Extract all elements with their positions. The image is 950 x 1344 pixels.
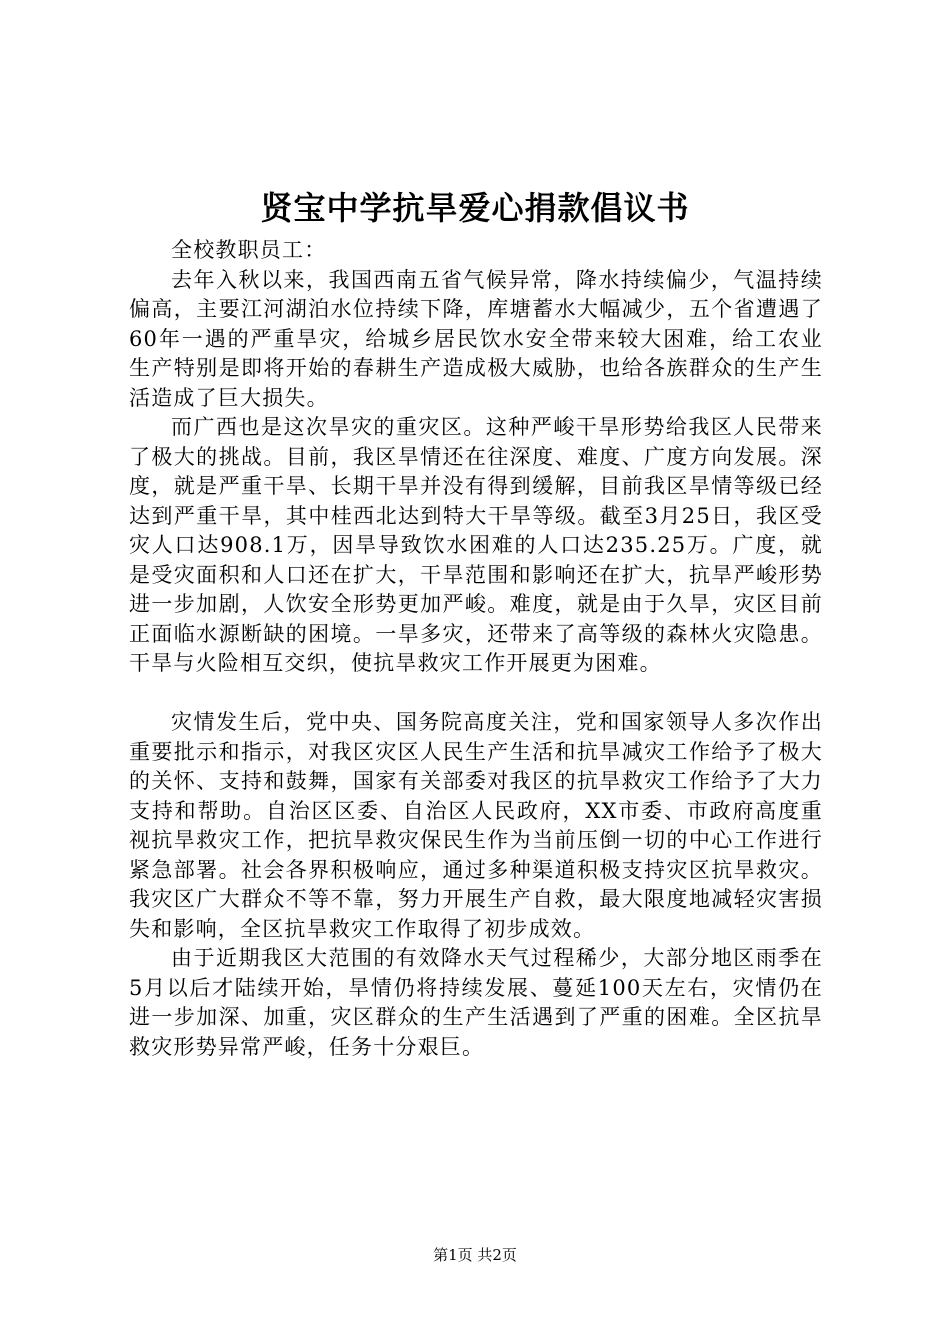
paragraph-3: 灾情发生后，党中央、国务院高度关注，党和国家领导人多次作出重要批示和指示，对我区灾区人民生产生活和抗旱减灾工作给予了极大的关怀、支持和鼓舞，国家有关部委对我区的抗旱救灾工作给予了大力支持和帮助。自治区区委、自治区人民政府，XX市委、市政府高度重视抗旱救灾工作，把抗旱救灾保民生作为当前压倒一切的中心工作进行紧急部署。社会各界积极响应，通过多种渠道积极支持灾区抗旱救灾。我灾区广大群众不等不靠，努力开展生产自救，最大限度地减轻灾害损失和影响，全区抗旱救灾工作取得了初步成效。 bbox=[129, 710, 823, 941]
paragraph-4: 由于近期我区大范围的有效降水天气过程稀少，大部分地区雨季在5月以后才陆续开始，旱情仍将持续发展、蔓延100天左右，灾情仍在进一步加深、加重，灾区群众的生产生活遇到了严重的困难。全区抗旱救灾形势异常严峻，任务十分艰巨。 bbox=[129, 946, 823, 1059]
document-title: 贤宝中学抗旱爱心捐款倡议书 bbox=[260, 189, 690, 227]
page-number: 第1页 共2页 bbox=[433, 1246, 517, 1264]
paragraph-1: 去年入秋以来，我国西南五省气候异常，降水持续偏少，气温持续偏高，主要江河湖泊水位持续下降，库塘蓄水大幅减少，五个省遭遇了60年一遇的严重旱灾，给城乡居民饮水安全带来较大困难，给工农业生产特别是即将开始的春耕生产造成极大威胁，也给各族群众的生产生活造成了巨大损失。 bbox=[129, 267, 823, 410]
document-body bbox=[129, 236, 823, 1062]
paragraph-2: 而广西也是这次旱灾的重灾区。这种严峻干旱形势给我区人民带来了极大的挑战。目前，我区旱情还在往深度、难度、广度方向发展。深度，就是严重干旱、长期干旱并没有得到缓解，目前我区旱情等级已经达到严重干旱，其中桂西北达到特大干旱等级。截至3月25日，我区受灾人口达908.1万，因旱导致饮水困难的人口达235.25万。广度，就是受灾面积和人口还在扩大，干旱范围和影响还在扩大，抗旱严峻形势进一步加剧，人饮安全形势更加严峻。难度，就是由于久旱，灾区目前正面临水源断缺的困境。一旱多灾，还带来了高等级的森林火灾隐患。干旱与火险相互交织，使抗旱救灾工作开展更为困难。 bbox=[129, 415, 823, 675]
salutation: 全校教职员工： bbox=[171, 238, 327, 262]
